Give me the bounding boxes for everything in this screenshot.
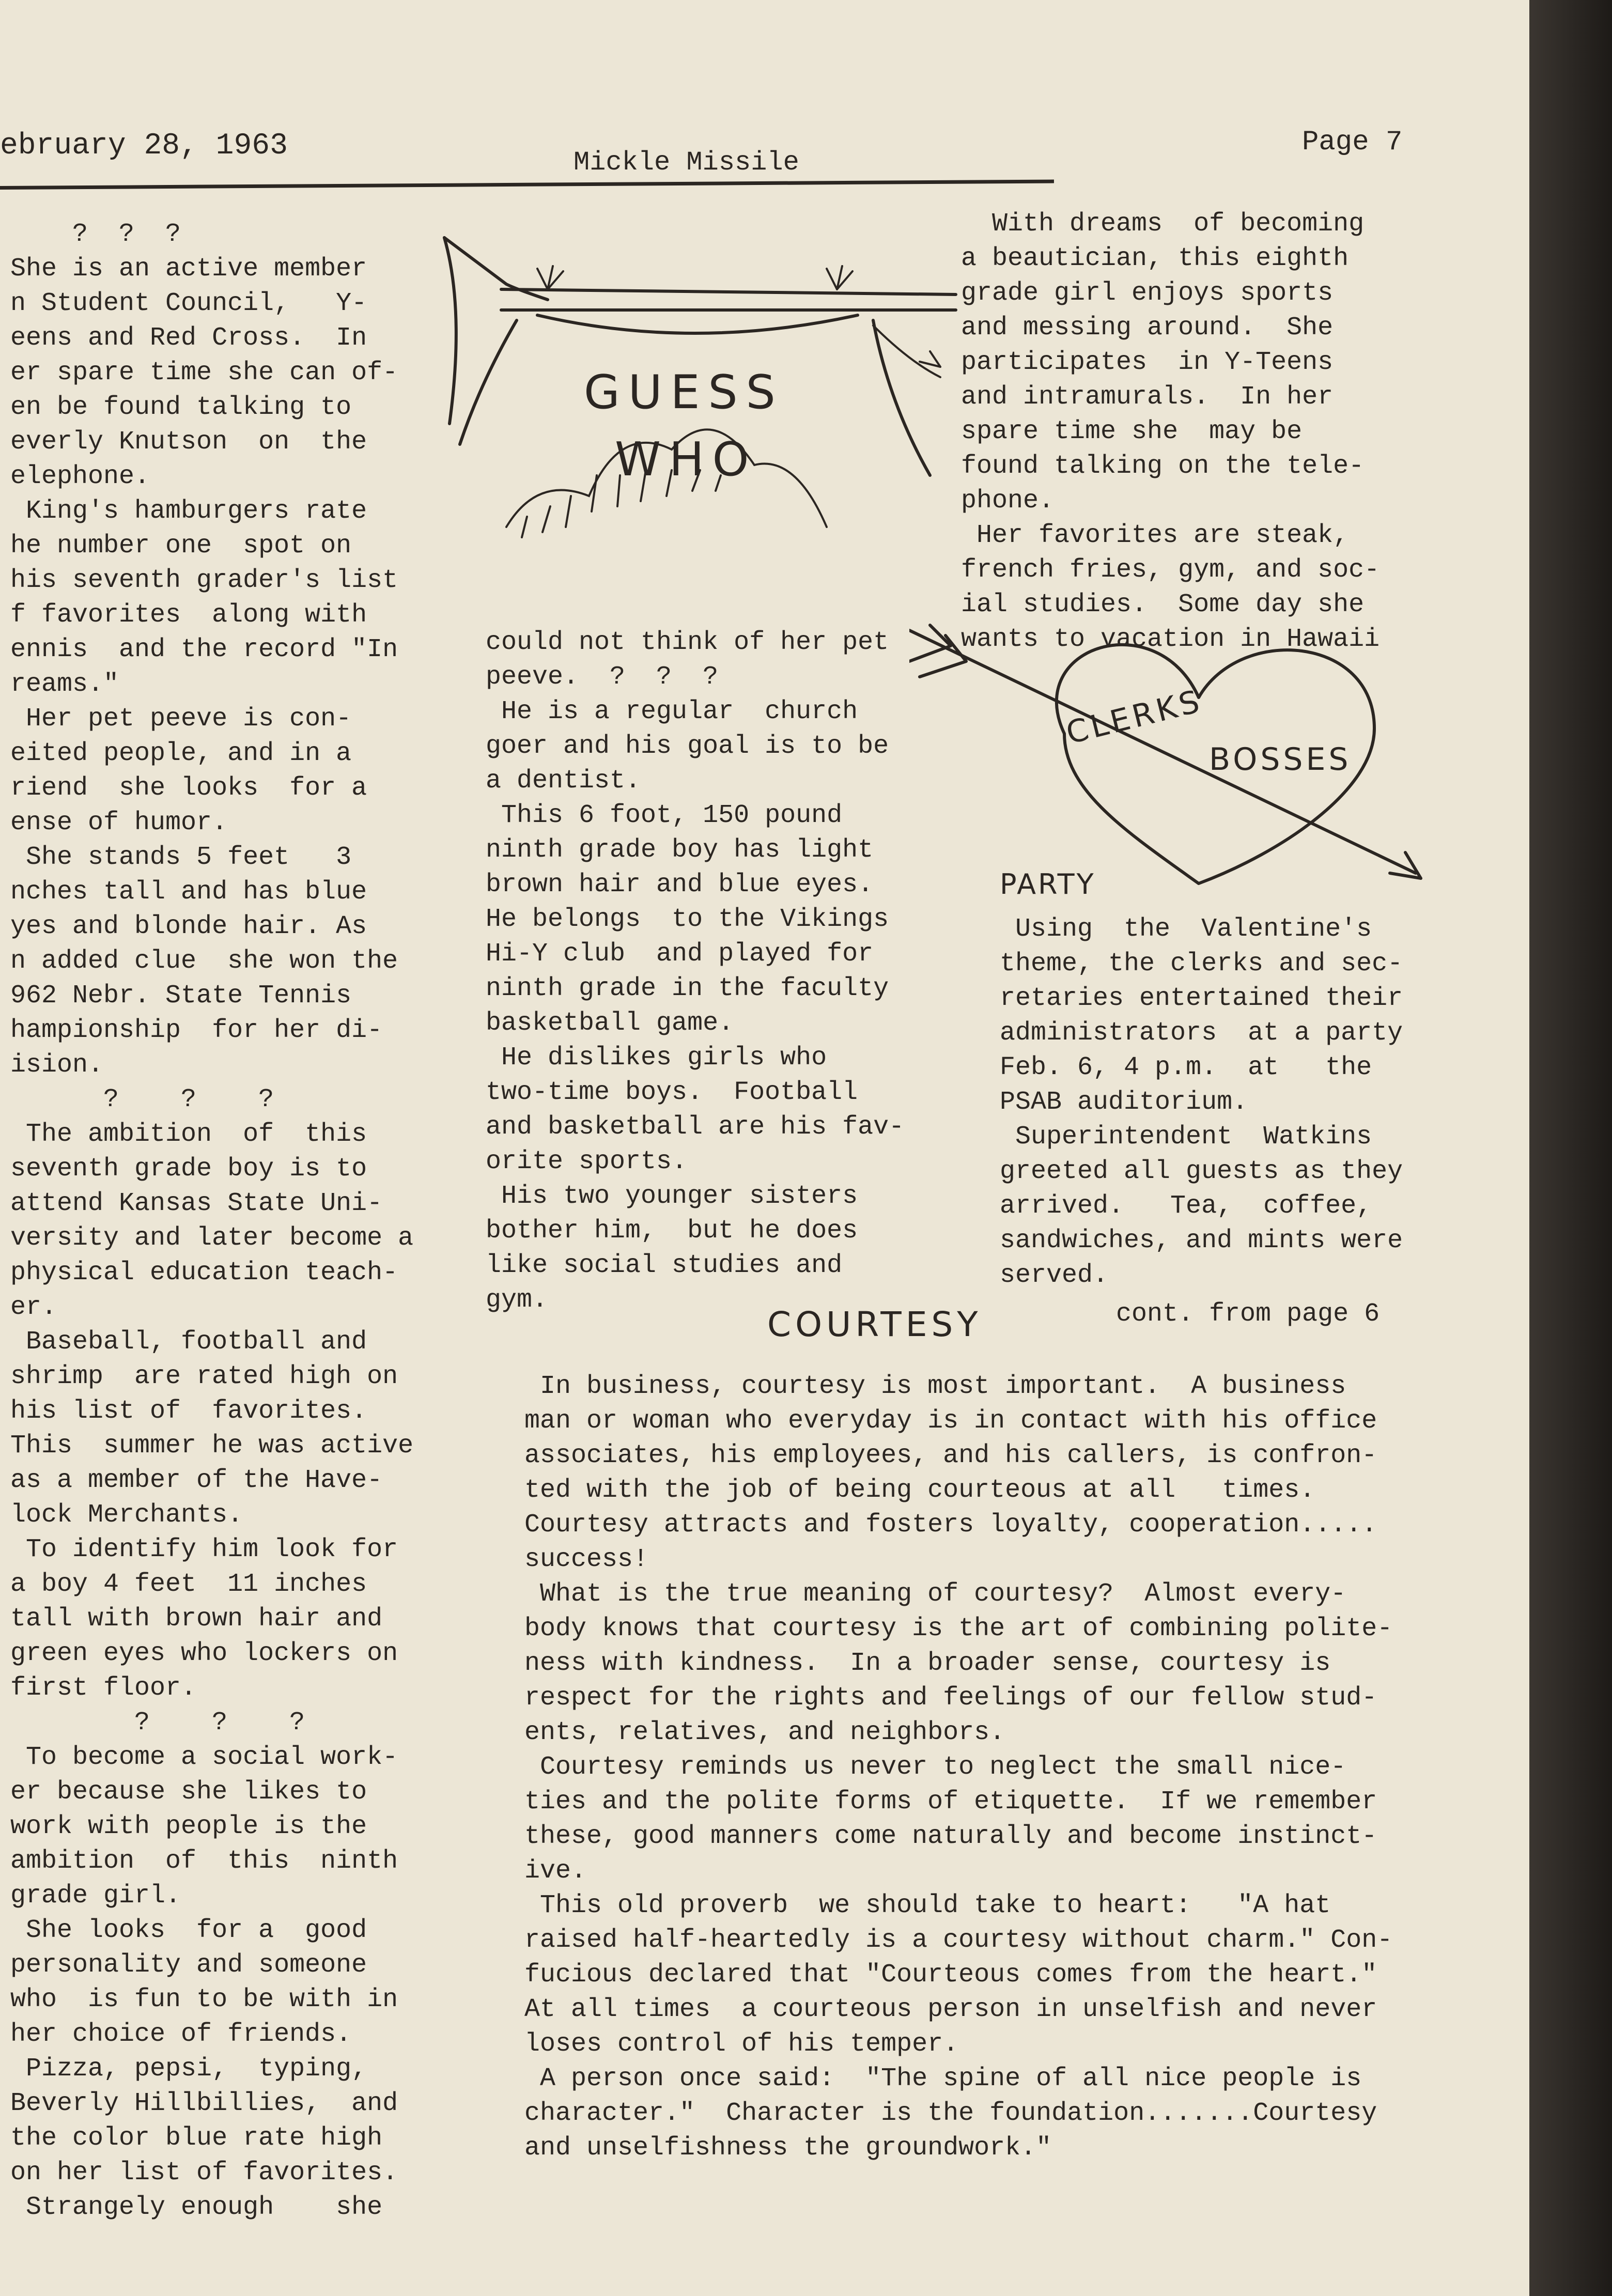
text-line: His two younger sisters — [486, 1182, 858, 1211]
text-line: and intramurals. In her — [961, 382, 1334, 412]
text-line: er. — [10, 1293, 57, 1322]
text-line: a beautician, this eighth — [961, 244, 1349, 273]
text-line: Using the Valentine's — [1000, 914, 1372, 944]
text-line: ense of humor. — [10, 808, 228, 837]
text-line: ? ? ? — [10, 1085, 274, 1114]
guess-who-line2: WHO — [615, 432, 757, 487]
text-line: This summer he was active — [10, 1431, 414, 1461]
text-line: This 6 foot, 150 pound — [486, 801, 843, 830]
text-line: raised half-heartedly is a courtesy without charm." Con- — [524, 1926, 1393, 1955]
column-party-article — [1000, 912, 1439, 1293]
text-line: as a member of the Have- — [10, 1466, 383, 1495]
text-line: er because she likes to — [10, 1777, 367, 1807]
text-line: a dentist. — [486, 766, 641, 796]
text-line: served. — [1000, 1261, 1109, 1290]
text-line: basketball game. — [486, 1009, 734, 1038]
text-line: who is fun to be with in — [10, 1985, 398, 2014]
guess-who-banner-illustration — [434, 207, 982, 651]
text-line: ents, relatives, and neighbors. — [524, 1718, 1005, 1747]
text-line: wants to vacation in Hawaii — [961, 625, 1380, 654]
text-line: ision. — [10, 1050, 104, 1080]
text-line: Strangely enough she — [10, 2193, 383, 2222]
text-line: his list of favorites. — [10, 1397, 367, 1426]
text-line: and messing around. She — [961, 313, 1334, 343]
text-line: fucious declared that "Courteous comes from the heart." — [524, 1960, 1377, 1990]
text-line: Courtesy reminds us never to neglect the small nice- — [524, 1752, 1346, 1782]
text-line: everly Knutson on the — [10, 427, 367, 457]
text-line: At all times a courteous person in unselfish and never — [524, 1995, 1377, 2024]
text-line: these, good manners come naturally and become instinct- — [524, 1822, 1377, 1851]
text-line: PSAB auditorium. — [1000, 1088, 1248, 1117]
text-line: arrived. Tea, coffee, — [1000, 1191, 1372, 1221]
text-line: first floor. — [10, 1673, 197, 1703]
text-line: associates, his employees, and his callers, is confron- — [524, 1441, 1377, 1470]
column-guess-who-2 — [486, 625, 951, 1317]
text-line: orite sports. — [486, 1147, 688, 1176]
text-line: his seventh grader's list — [10, 566, 398, 595]
text-line: ties and the polite forms of etiquette. If we remember — [524, 1787, 1377, 1817]
text-line: 962 Nebr. State Tennis — [10, 981, 352, 1011]
text-line: reams." — [10, 670, 119, 699]
text-line: ive. — [524, 1856, 587, 1886]
text-line: on her list of favorites. — [10, 2158, 398, 2188]
text-line: She stands 5 feet 3 — [10, 843, 352, 872]
text-line: lock Merchants. — [10, 1500, 243, 1530]
text-line: Hi-Y club and played for — [486, 939, 874, 969]
column-guess-who-1 — [10, 217, 478, 2225]
text-line: King's hamburgers rate — [10, 497, 367, 526]
text-line: shrimp are rated high on — [10, 1362, 398, 1391]
text-line: This old proverb we should take to heart: "A hat — [524, 1891, 1331, 1920]
text-line: eens and Red Cross. In — [10, 323, 367, 353]
guess-who-line1: GUESS — [584, 365, 784, 420]
text-line: The ambition of this — [10, 1120, 367, 1149]
text-line: goer and his goal is to be — [486, 732, 889, 761]
text-line: grade girl enjoys sports — [961, 278, 1334, 308]
page-number: Page 7 — [1302, 127, 1403, 158]
text-line: Superintendent Watkins — [1000, 1122, 1372, 1152]
text-line: a boy 4 feet 11 inches — [10, 1570, 367, 1599]
text-line: elephone. — [10, 462, 150, 491]
text-line: eited people, and in a — [10, 739, 352, 768]
text-line: nches tall and has blue — [10, 877, 367, 907]
courtesy-headline: COURTESY — [767, 1305, 982, 1344]
text-line: retaries entertained their — [1000, 984, 1403, 1013]
text-line: work with people is the — [10, 1812, 367, 1841]
text-line: ? ? ? — [10, 1708, 305, 1737]
text-line: She looks for a good — [10, 1916, 367, 1945]
text-line: Her pet peeve is con- — [10, 704, 352, 734]
text-line: bother him, but he does — [486, 1216, 858, 1246]
text-line: ambition of this ninth — [10, 1847, 398, 1876]
text-line: he number one spot on — [10, 531, 352, 561]
text-line: french fries, gym, and soc- — [961, 555, 1380, 585]
text-line: ted with the job of being courteous at all times. — [524, 1476, 1315, 1505]
text-line: ial studies. Some day she — [961, 590, 1365, 619]
text-line: success! — [524, 1545, 649, 1574]
text-line: personality and someone — [10, 1950, 367, 1980]
valentine-heart-illustration — [909, 615, 1447, 904]
text-line: two-time boys. Football — [486, 1078, 858, 1107]
text-line: Her favorites are steak, — [961, 521, 1349, 550]
heart-label-bosses: BOSSES — [1209, 741, 1352, 778]
text-line: f favorites along with — [10, 600, 367, 630]
text-line: gym. — [486, 1285, 548, 1315]
text-line: To identify him look for — [10, 1535, 398, 1564]
text-line: Pizza, pepsi, typing, — [10, 2054, 367, 2084]
text-line: She is an active member — [10, 254, 367, 284]
text-line: green eyes who lockers on — [10, 1639, 398, 1668]
issue-date: ebruary 28, 1963 — [0, 129, 288, 163]
text-line: In business, courtesy is most important. A business — [524, 1372, 1346, 1401]
text-line: To become a social work- — [10, 1743, 398, 1772]
text-line: character." Character is the foundation.......Courtesy — [524, 2099, 1377, 2128]
heart-label-clerks: CLERKS — [1062, 682, 1206, 752]
text-line: yes and blonde hair. As — [10, 912, 367, 941]
text-line: ness with kindness. In a broader sense, courtesy is — [524, 1649, 1331, 1678]
text-line: n added clue she won the — [10, 947, 398, 976]
text-line: ninth grade boy has light — [486, 835, 874, 865]
text-line: theme, the clerks and sec- — [1000, 949, 1403, 979]
text-line: man or woman who everyday is in contact with his office — [524, 1406, 1377, 1436]
text-line: ennis and the record "In — [10, 635, 398, 664]
text-line: A person once said: "The spine of all nice people is — [524, 2064, 1362, 2093]
text-line: n Student Council, Y- — [10, 289, 367, 318]
publication-name: Mickle Missile — [574, 147, 799, 178]
text-line: respect for the rights and feelings of our fellow stud- — [524, 1683, 1377, 1713]
text-line: He dislikes girls who — [486, 1043, 827, 1073]
text-line: ninth grade in the faculty — [486, 974, 889, 1003]
text-line: greeted all guests as they — [1000, 1157, 1403, 1186]
text-line: ? ? ? — [10, 220, 181, 249]
text-line: administrators at a party — [1000, 1018, 1403, 1048]
text-line: He is a regular church — [486, 697, 858, 726]
text-line: peeve. ? ? ? — [486, 662, 719, 692]
text-line: er spare time she can of- — [10, 358, 398, 387]
party-headline: PARTY — [1000, 868, 1096, 901]
header-rule — [0, 180, 1054, 190]
text-line: the color blue rate high — [10, 2123, 383, 2153]
text-line: What is the true meaning of courtesy? Almost every- — [524, 1579, 1346, 1609]
text-line: Beverly Hillbillies, and — [10, 2089, 398, 2118]
text-line: her choice of friends. — [10, 2020, 352, 2049]
text-line: sandwiches, and mints were — [1000, 1226, 1403, 1255]
text-line: grade girl. — [10, 1881, 181, 1911]
text-line: body knows that courtesy is the art of combining polite- — [524, 1614, 1393, 1643]
text-line: hampionship for her di- — [10, 1016, 383, 1045]
text-line: and basketball are his fav- — [486, 1112, 905, 1142]
text-line: brown hair and blue eyes. — [486, 870, 874, 899]
text-line: With dreams of becoming — [961, 209, 1365, 239]
text-line: He belongs to the Vikings — [486, 905, 889, 934]
page-binding-edge — [1529, 0, 1612, 2296]
column-courtesy-article — [524, 1369, 1516, 2165]
text-line: versity and later become a — [10, 1223, 414, 1253]
text-line: phone. — [961, 486, 1055, 516]
text-line: found talking on the tele- — [961, 452, 1365, 481]
text-line: en be found talking to — [10, 393, 352, 422]
text-line: loses control of his temper. — [524, 2029, 959, 2059]
text-line: Baseball, football and — [10, 1327, 367, 1357]
text-line: physical education teach- — [10, 1258, 398, 1287]
text-line: participates in Y-Teens — [961, 348, 1334, 377]
text-line: attend Kansas State Uni- — [10, 1189, 383, 1218]
text-line: and unselfishness the groundwork." — [524, 2133, 1052, 2163]
column-guess-who-3 — [961, 207, 1426, 657]
text-line: spare time she may be — [961, 417, 1303, 446]
text-line: like social studies and — [486, 1251, 843, 1280]
text-line: could not think of her pet — [486, 628, 889, 657]
continued-note: cont. from page 6 — [1116, 1299, 1380, 1329]
text-line: seventh grade boy is to — [10, 1154, 367, 1184]
text-line: tall with brown hair and — [10, 1604, 383, 1634]
text-line: riend she looks for a — [10, 773, 367, 803]
text-line: Courtesy attracts and fosters loyalty, cooperation..... — [524, 1510, 1377, 1540]
text-line: Feb. 6, 4 p.m. at the — [1000, 1053, 1372, 1082]
